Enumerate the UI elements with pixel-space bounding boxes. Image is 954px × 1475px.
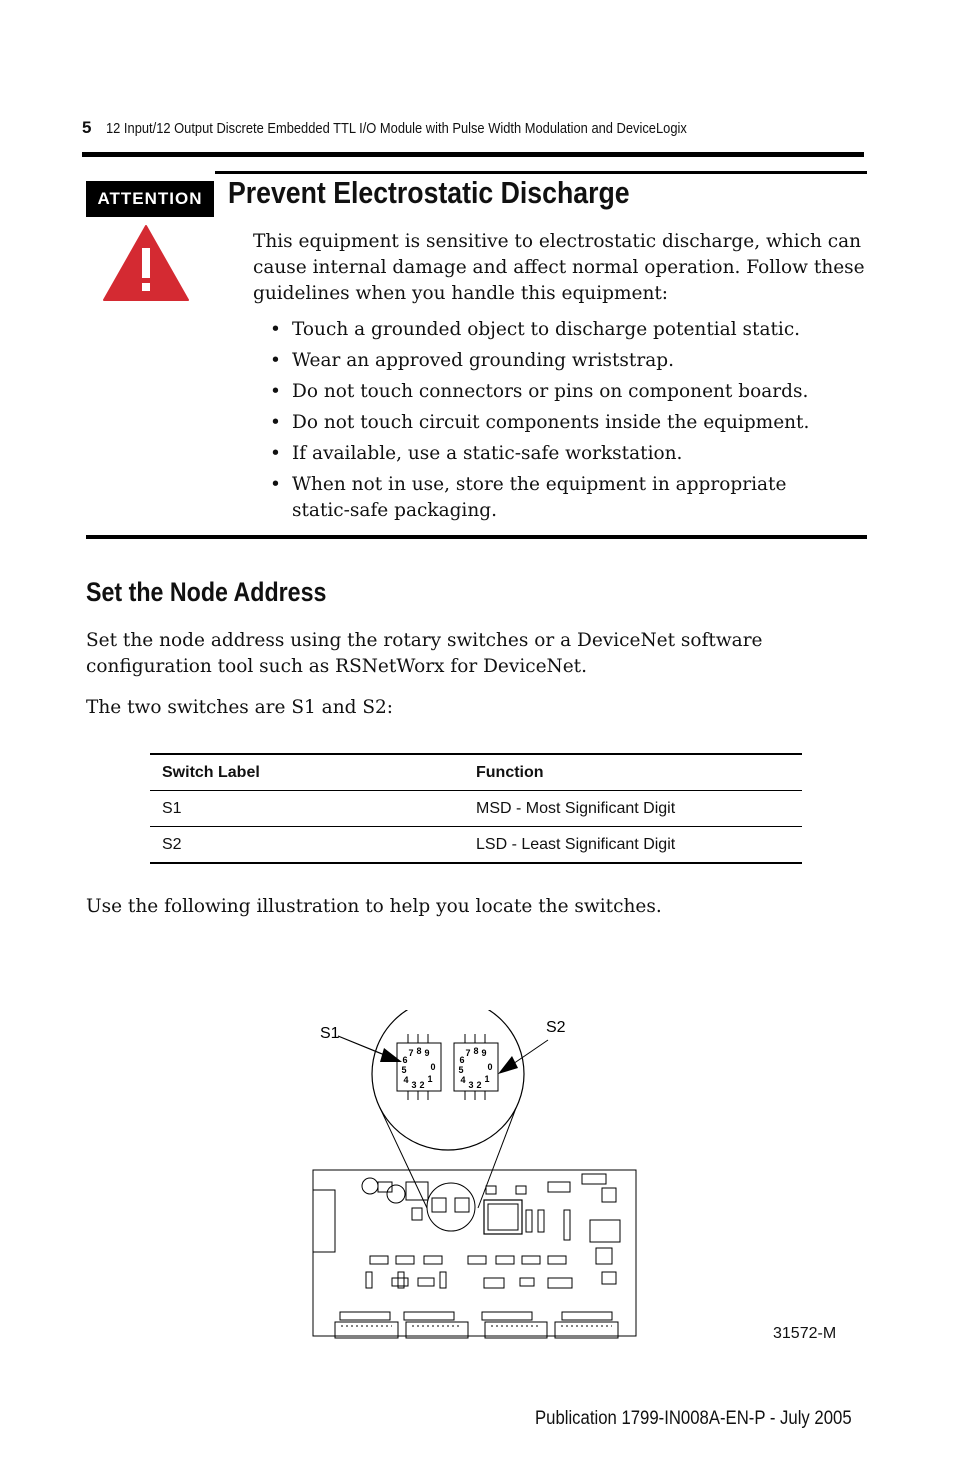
arrow-s1-icon xyxy=(380,1048,402,1062)
svg-text:5: 5 xyxy=(401,1065,407,1075)
svg-text:4: 4 xyxy=(403,1075,409,1085)
paragraph-node-address: Set the node address using the rotary switches or a DeviceNet software configuration tool such as RSNetWorx for DeviceNet. xyxy=(86,630,763,677)
arrow-s2-icon xyxy=(498,1056,518,1074)
svg-text:2: 2 xyxy=(419,1080,425,1090)
attention-body: This equipment is sensitive to electrostatic discharge, which can cause internal damage and affect normal operation. Follow these guidelines when you handle this equipment: xyxy=(253,231,865,304)
svg-text:0: 0 xyxy=(430,1062,436,1072)
callout-s2: S2 xyxy=(546,1019,566,1036)
list-item: • If available, use a static-safe workstation. xyxy=(270,443,683,464)
svg-text:3: 3 xyxy=(411,1080,417,1090)
svg-text:0: 0 xyxy=(487,1062,493,1072)
svg-text:6: 6 xyxy=(402,1055,408,1065)
list-item: • When not in use, store the equipment in appropriate static-safe packaging. xyxy=(270,474,787,521)
svg-text:1: 1 xyxy=(427,1074,433,1084)
table-header-row xyxy=(150,754,802,791)
paragraph-illustration: Use the following illustration to help you locate the switches. xyxy=(86,896,662,917)
table-row xyxy=(150,791,802,827)
attention-title: Prevent Electrostatic Discharge xyxy=(228,175,630,210)
list-item: • Do not touch connectors or pins on component boards. xyxy=(270,381,809,402)
rotary-switch-s1 xyxy=(397,1034,441,1100)
table-cell: S1 xyxy=(150,791,464,827)
warning-triangle-icon xyxy=(102,224,190,302)
attention-top-rule xyxy=(215,171,867,174)
svg-text:6: 6 xyxy=(459,1055,465,1065)
page-number: 5 xyxy=(82,118,92,137)
attention-bullet-list xyxy=(270,317,860,529)
table-cell: S2 xyxy=(150,827,464,864)
table-cell: MSD - Most Significant Digit xyxy=(464,791,802,827)
svg-text:5: 5 xyxy=(458,1065,464,1075)
svg-text:8: 8 xyxy=(473,1046,479,1056)
table-row xyxy=(150,827,802,864)
svg-text:8: 8 xyxy=(416,1046,422,1056)
figure-number: 31572-M xyxy=(773,1325,837,1342)
circuit-board xyxy=(313,1170,636,1338)
column-header: Switch Label xyxy=(150,754,464,791)
section-title: Set the Node Address xyxy=(86,577,327,607)
publication-footer: Publication 1799-IN008A-EN-P - July 2005 xyxy=(535,1408,852,1429)
table-cell: LSD - Least Significant Digit xyxy=(464,827,802,864)
svg-text:1: 1 xyxy=(484,1074,490,1084)
board-illustration xyxy=(300,1010,645,1345)
running-title: 12 Input/12 Output Discrete Embedded TTL I/O Module with Pulse Width Modulation and DeviceLogix xyxy=(106,120,687,137)
svg-text:7: 7 xyxy=(408,1048,414,1058)
attention-bottom-rule xyxy=(86,535,867,539)
column-header: Function xyxy=(464,754,802,791)
magnifier-circle xyxy=(372,1010,524,1150)
attention-badge: ATTENTION xyxy=(86,181,214,217)
list-item: • Touch a grounded object to discharge potential static. xyxy=(270,319,801,340)
rotary-switch-s2 xyxy=(454,1034,498,1100)
switch-table xyxy=(150,753,802,864)
svg-text:2: 2 xyxy=(476,1080,482,1090)
svg-text:3: 3 xyxy=(468,1080,474,1090)
svg-text:4: 4 xyxy=(460,1075,466,1085)
callout-s1: S1 xyxy=(320,1025,340,1042)
svg-text:9: 9 xyxy=(481,1048,487,1058)
svg-text:9: 9 xyxy=(424,1048,430,1058)
svg-text:7: 7 xyxy=(465,1048,471,1058)
paragraph-switches: The two switches are S1 and S2: xyxy=(86,697,394,718)
list-item: • Wear an approved grounding wriststrap. xyxy=(270,350,674,371)
list-item: • Do not touch circuit components inside the equipment. xyxy=(270,412,810,433)
header-rule xyxy=(82,152,864,157)
